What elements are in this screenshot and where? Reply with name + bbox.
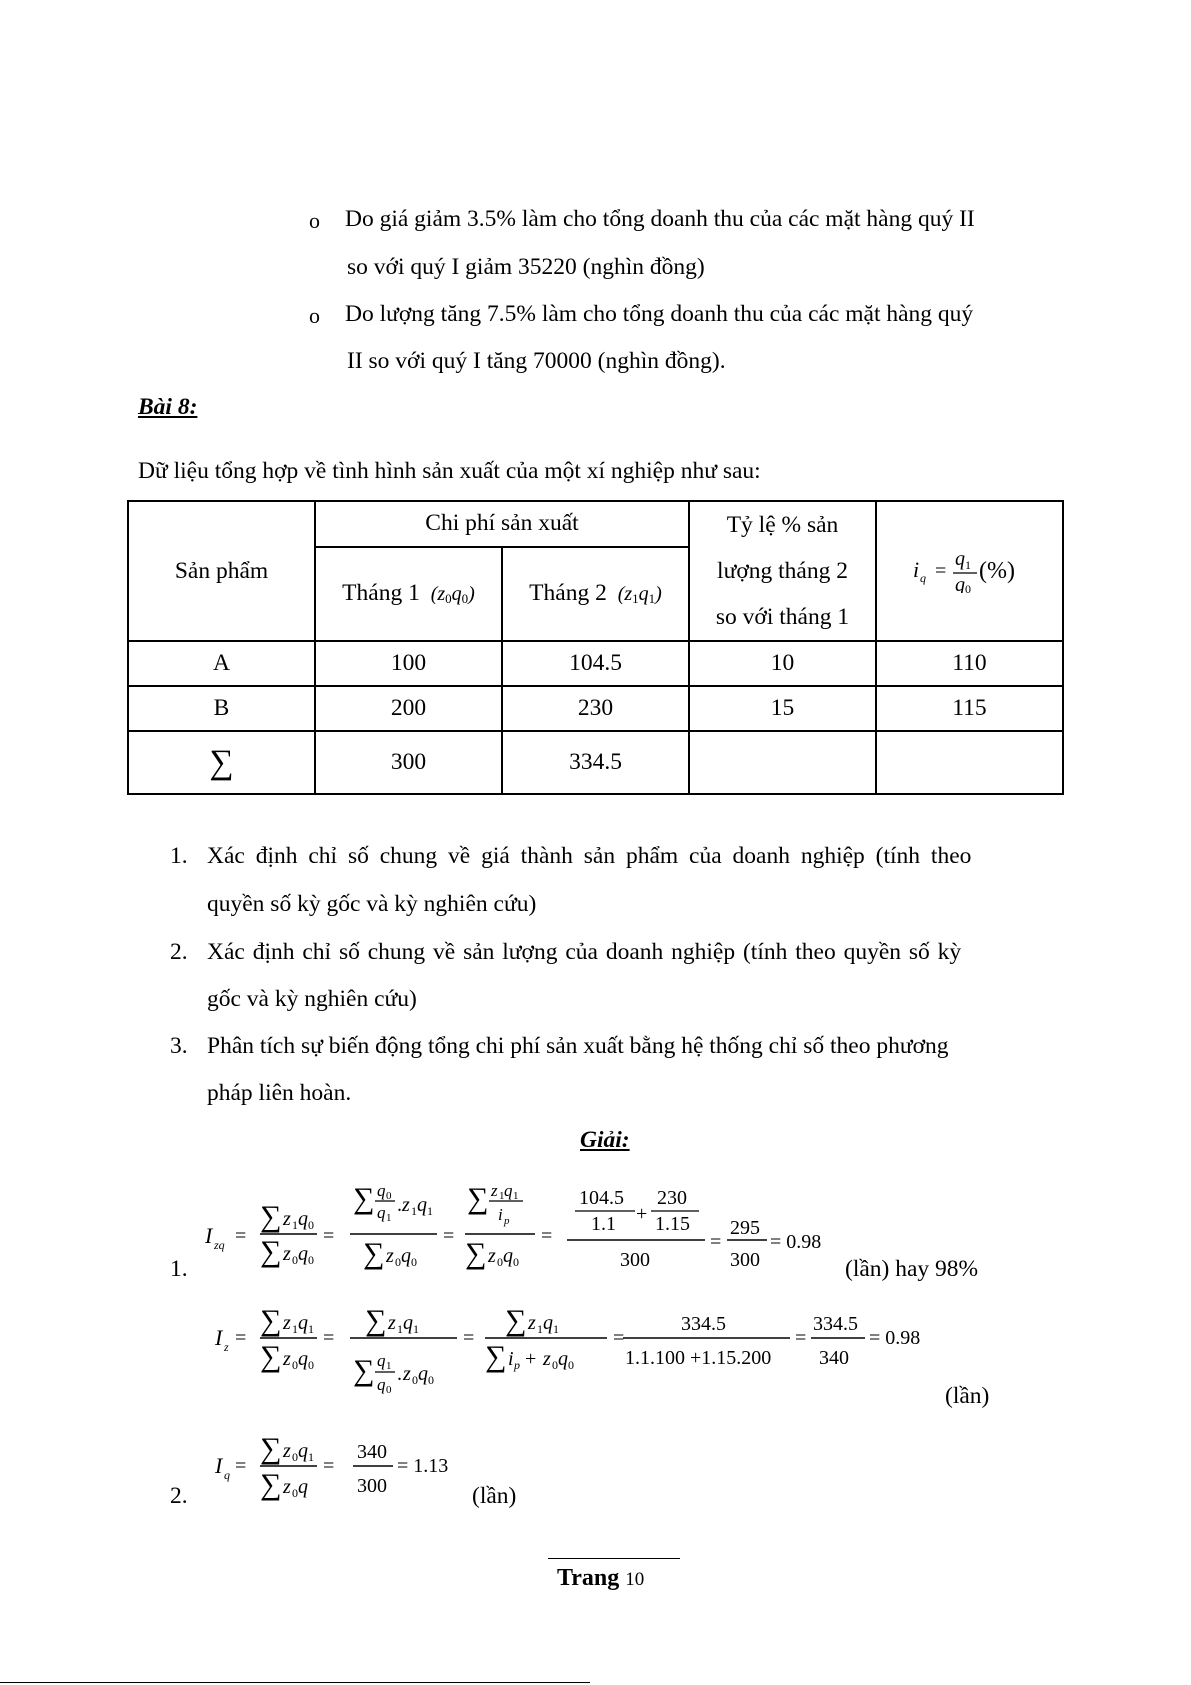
svg-text:z: z (386, 1245, 394, 1267)
svg-text:=: = (323, 1225, 335, 1247)
svg-text:q: q (298, 1312, 308, 1334)
svg-text:p: p (514, 1358, 520, 1372)
f3-r-den: 300 (357, 1475, 387, 1497)
svg-text:q: q (298, 1440, 308, 1462)
svg-text:=: = (323, 1455, 335, 1477)
f3-unit: (lần) (472, 1483, 517, 1509)
svg-text:.: . (397, 1194, 402, 1216)
page-footer (557, 1565, 644, 1592)
svg-text:z: z (543, 1348, 551, 1370)
svg-text:q: q (224, 1468, 230, 1482)
svg-text:i: i (498, 1205, 503, 1224)
svg-text:1: 1 (413, 1322, 419, 1336)
svg-text:1: 1 (964, 557, 971, 572)
svg-text:q: q (954, 547, 965, 570)
svg-text:z: z (491, 1181, 498, 1200)
svg-text:0: 0 (292, 1450, 298, 1464)
svg-text:q: q (954, 573, 965, 593)
f2-r-num: 334.5 (813, 1313, 858, 1335)
svg-text:∑: ∑ (485, 1340, 507, 1373)
cell-month1: 200 (315, 686, 502, 731)
f2-unit: (lần) (945, 1383, 990, 1409)
svg-text:z: z (402, 1194, 410, 1216)
svg-text:∑: ∑ (260, 1235, 282, 1268)
svg-text:=: = (541, 1225, 553, 1247)
svg-text:q: q (377, 1375, 386, 1394)
formula-number: 2. (170, 1483, 188, 1509)
svg-text:q: q (417, 1194, 427, 1216)
svg-text:I: I (215, 1453, 223, 1478)
svg-text:I: I (205, 1223, 213, 1248)
intro-text: Dữ liệu tổng hợp về tình hình sản xuất của một xí nghiệp như sau: (138, 458, 761, 484)
page-number: 10 (625, 1569, 645, 1590)
f3-r-num: 340 (357, 1441, 387, 1463)
header-month2: Tháng 2 $(z_1q_1)$ (502, 547, 689, 641)
table-row (128, 686, 1063, 731)
svg-text:q: q (558, 1348, 568, 1370)
svg-text:q: q (298, 1243, 308, 1265)
svg-text:q: q (298, 1208, 308, 1230)
svg-text:0: 0 (386, 1190, 392, 1202)
svg-text:1: 1 (308, 1322, 314, 1336)
svg-text:1: 1 (386, 1212, 392, 1224)
f1-d1: 1.1 (591, 1213, 616, 1235)
f2-result: = 0.98 (869, 1327, 921, 1349)
svg-text:∑: ∑ (505, 1304, 527, 1337)
task-line: gốc và kỳ nghiên cứu) (207, 986, 417, 1012)
svg-text:z: z (403, 1363, 411, 1385)
svg-text:=: = (443, 1225, 455, 1247)
svg-text:q: q (377, 1181, 386, 1200)
svg-text:q: q (298, 1348, 308, 1370)
f1-n2: 230 (657, 1187, 687, 1209)
svg-text:0: 0 (552, 1358, 558, 1372)
cell-ratio (689, 731, 876, 794)
cell-month1: 100 (315, 641, 502, 686)
svg-text:z: z (283, 1312, 291, 1334)
svg-text:+: + (636, 1203, 648, 1225)
f3-result: = 1.13 (397, 1455, 449, 1477)
svg-text:=: = (710, 1231, 722, 1253)
svg-text:0: 0 (308, 1218, 314, 1232)
cell-ratio: 15 (689, 686, 876, 731)
svg-text:z: z (224, 1340, 229, 1354)
svg-text:0: 0 (308, 1253, 314, 1267)
svg-text:=: = (323, 1327, 335, 1349)
f1-r-num: 295 (730, 1217, 760, 1239)
f1-d2: 1.15 (655, 1213, 690, 1235)
svg-text:q: q (504, 1181, 513, 1200)
svg-text:∑: ∑ (365, 1304, 387, 1337)
svg-text:p: p (504, 1215, 510, 1227)
svg-text:1: 1 (397, 1322, 403, 1336)
svg-text:z: z (283, 1208, 291, 1230)
svg-text:∑: ∑ (465, 1237, 487, 1270)
svg-text:0: 0 (395, 1255, 401, 1269)
svg-text:q: q (919, 570, 926, 585)
svg-text:0: 0 (964, 581, 971, 593)
svg-text:1: 1 (386, 1360, 392, 1372)
header-iq (876, 501, 1063, 641)
svg-text:q: q (377, 1351, 386, 1370)
f2-den: 1.1.100 +1.15.200 (625, 1347, 772, 1369)
svg-text:=: = (235, 1225, 247, 1247)
formula-iz (205, 1300, 945, 1410)
cell-iq: 110 (876, 641, 1063, 686)
svg-text:zq: zq (214, 1238, 225, 1252)
data-table (127, 500, 1064, 795)
svg-text:z: z (388, 1312, 396, 1334)
svg-text:=: = (613, 1327, 625, 1349)
svg-text:∑: ∑ (363, 1237, 385, 1270)
formula-iq (205, 1428, 465, 1508)
svg-text:q: q (418, 1363, 428, 1385)
cell-ratio: 10 (689, 641, 876, 686)
svg-text:z: z (283, 1476, 291, 1498)
task-line: Phân tích sự biến động tổng chi phí sản xuất bằng hệ thống chỉ số theo phương (207, 1033, 949, 1059)
cell-month2: 104.5 (502, 641, 689, 686)
svg-text:∑: ∑ (260, 1200, 282, 1233)
svg-text:=: = (934, 559, 946, 582)
svg-text:1: 1 (427, 1204, 433, 1218)
bullet-line: Do giá giảm 3.5% làm cho tổng doanh thu của các mặt hàng quý II (345, 206, 975, 232)
svg-text:1: 1 (513, 1190, 519, 1202)
cell-iq: 115 (876, 686, 1063, 731)
svg-text:0: 0 (386, 1384, 392, 1396)
cell-month2: 230 (502, 686, 689, 731)
f1-unit: (lần) hay 98% (845, 1256, 979, 1282)
formula-izq (205, 1178, 845, 1288)
svg-text:I: I (215, 1325, 223, 1350)
cell-iq (876, 731, 1063, 794)
svg-text:+: + (525, 1348, 537, 1370)
svg-text:q: q (298, 1476, 308, 1498)
footer-divider (548, 1558, 680, 1559)
svg-text:1: 1 (411, 1204, 417, 1218)
svg-text:0: 0 (292, 1253, 298, 1267)
table-row (128, 641, 1063, 686)
formula-number: 1. (170, 1256, 188, 1282)
svg-text:0: 0 (497, 1255, 503, 1269)
svg-text:i: i (912, 556, 919, 582)
svg-text:q: q (503, 1245, 513, 1267)
svg-text:∑: ∑ (260, 1432, 282, 1465)
bullet-line: so với quý I giảm 35220 (nghìn đồng) (347, 254, 705, 280)
svg-text:1: 1 (537, 1322, 543, 1336)
svg-text:=: = (235, 1327, 247, 1349)
svg-text:∑: ∑ (353, 1182, 375, 1215)
footer-label: Trang (557, 1565, 620, 1591)
cell-product: B (128, 686, 315, 731)
svg-text:∑: ∑ (260, 1340, 282, 1373)
cell-month1: 300 (315, 731, 502, 794)
svg-text:q: q (403, 1312, 413, 1334)
task-number: 2. (170, 939, 188, 965)
svg-text:∑: ∑ (260, 1304, 282, 1337)
cell-month2: 334.5 (502, 731, 689, 794)
f2-num: 334.5 (681, 1313, 726, 1335)
iq-formula (905, 543, 1035, 593)
f2-r-den: 340 (819, 1347, 849, 1369)
svg-text:z: z (528, 1312, 536, 1334)
f1-result: = 0.98 (770, 1231, 822, 1253)
task-line: Xác định chỉ số chung về giá thành sản phẩm của doanh nghiệp (tính theo (207, 843, 972, 869)
svg-text:=: = (235, 1455, 247, 1477)
svg-text:∑: ∑ (467, 1182, 489, 1215)
header-product: Sản phẩm (128, 501, 315, 641)
bullet-marker: o (309, 303, 320, 328)
bullet-line: Do lượng tăng 7.5% làm cho tổng doanh thu của các mặt hàng quý (345, 301, 974, 327)
header-month1: Tháng 1 $(z_0q_0)$ (315, 547, 502, 641)
bottom-rule (0, 1682, 590, 1683)
svg-text:0: 0 (568, 1358, 574, 1372)
f1-r-den: 300 (730, 1249, 760, 1271)
task-line: quyền số kỳ gốc và kỳ nghiên cứu) (207, 891, 537, 917)
header-ratio: Tỷ lệ % sản lượng tháng 2 so với tháng 1 (689, 501, 876, 641)
svg-text:.: . (397, 1363, 402, 1385)
task-number: 1. (170, 843, 188, 869)
f1-n1: 104.5 (579, 1187, 624, 1209)
table-row (128, 731, 1063, 794)
task-line: pháp liên hoàn. (207, 1080, 352, 1106)
svg-text:z: z (283, 1243, 291, 1265)
header-cost: Chi phí sản xuất (315, 501, 689, 547)
cell-sum-symbol: ∑ (128, 731, 315, 794)
svg-text:=: = (795, 1327, 807, 1349)
svg-text:1: 1 (292, 1322, 298, 1336)
task-line: Xác định chỉ số chung về sản lượng của doanh nghiệp (tính theo quyền số kỳ (207, 939, 962, 965)
svg-text:z: z (283, 1348, 291, 1370)
task-number: 3. (170, 1033, 188, 1059)
svg-text:=: = (463, 1327, 475, 1349)
svg-text:0: 0 (513, 1255, 519, 1269)
svg-text:q: q (377, 1203, 386, 1222)
svg-text:i: i (508, 1348, 514, 1370)
svg-text:0: 0 (292, 1486, 298, 1500)
exercise-title: Bài 8: (138, 394, 198, 420)
bullet-line: II so với quý I tăng 70000 (nghìn đồng). (347, 348, 726, 374)
f1-den: 300 (620, 1249, 650, 1271)
solution-title: Giải: (580, 1127, 630, 1153)
svg-text:q: q (543, 1312, 553, 1334)
svg-text:∑: ∑ (353, 1354, 375, 1387)
svg-text:0: 0 (412, 1373, 418, 1387)
svg-text:1: 1 (308, 1450, 314, 1464)
svg-text:z: z (283, 1440, 291, 1462)
svg-text:(%): (%) (978, 557, 1015, 584)
svg-text:0: 0 (292, 1358, 298, 1372)
svg-text:z: z (488, 1245, 496, 1267)
bullet-marker: o (309, 208, 320, 233)
svg-text:1: 1 (292, 1218, 298, 1232)
cell-product: A (128, 641, 315, 686)
svg-text:0: 0 (411, 1255, 417, 1269)
svg-text:q: q (401, 1245, 411, 1267)
svg-text:0: 0 (308, 1358, 314, 1372)
svg-text:0: 0 (428, 1373, 434, 1387)
svg-text:1: 1 (553, 1322, 559, 1336)
svg-text:∑: ∑ (260, 1468, 282, 1501)
svg-text:1: 1 (499, 1190, 505, 1202)
